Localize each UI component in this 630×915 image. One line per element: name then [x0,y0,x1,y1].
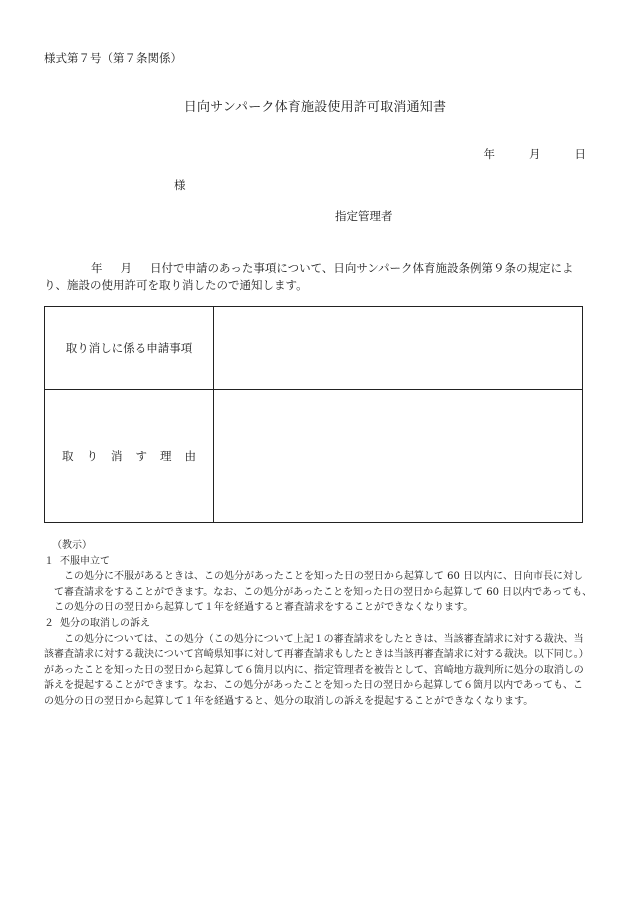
cancellation-table [44,306,583,523]
sender-label: 指定管理者 [335,209,393,223]
form-number: 様式第７号（第７条関係） [44,51,182,65]
instructions-section [44,538,594,710]
item2-line: この処分については、この処分（この処分について上記１の審査請求をしたときは、当該審査請求に対する裁決、当 [64,633,584,645]
intro-month: 月 [120,261,132,275]
cancelled-items-value [214,307,583,390]
table-row [45,307,583,390]
item1-line: て審査請求をすることができます。なお、この処分があったことを知った日の翌日から起算して 60 日以内であっても、 [54,586,593,598]
item1-line: この処分の日の翌日から起算して１年を経過すると審査請求をすることができなくなります。 [54,602,474,614]
intro-text: 日付で申請のあった事項について、日向サンパーク体育施設条例第９条の規定により、施設の使用許可を取り消したので通知します。 [44,261,574,292]
instructions-heading: （教示） [52,540,92,551]
date-year-label: 年 [483,147,495,161]
item2-line: の処分の日の翌日から起算して１年を経過すると、処分の取消しの訴えを提起することができなくなります。 [44,695,534,707]
item2-line: 該審査請求に対する裁決について宮崎県知事に対して再審査請求もしたときは当該再審査請求に対する裁決。以下同じ。） [44,649,589,661]
item1-line: この処分に不服があるときは、この処分があったことを知った日の翌日から起算して 60 日以内に、日向市長に対し [64,571,583,583]
cancel-reason-label: 取り消す理由 [45,390,214,523]
addressee-suffix: 様 [174,178,186,192]
cancel-reason-value [214,390,583,523]
date-line [484,146,587,162]
item2-line: があったことを知った日の翌日から起算して６箇月以内に、指定管理者を被告として、宮崎地方裁判所に処分の取消しの [44,664,584,676]
item2-heading: ２ 処分の取消しの訴え [44,617,150,629]
table-row [45,390,583,523]
cancelled-items-label: 取り消しに係る申請事項 [45,307,214,390]
date-day-label: 日 [574,147,586,161]
intro-year: 年 [91,261,103,275]
item2-line: 訴えを提起することができます。なお、この処分があったことを知った日の翌日から起算して６箇月以内であっても、こ [44,680,583,692]
date-month-label: 月 [529,147,541,161]
item1-heading: １ 不服申立て [44,555,110,567]
intro-paragraph [44,260,587,294]
document-title: 日向サンパーク体育施設使用許可取消通知書 [183,100,447,115]
